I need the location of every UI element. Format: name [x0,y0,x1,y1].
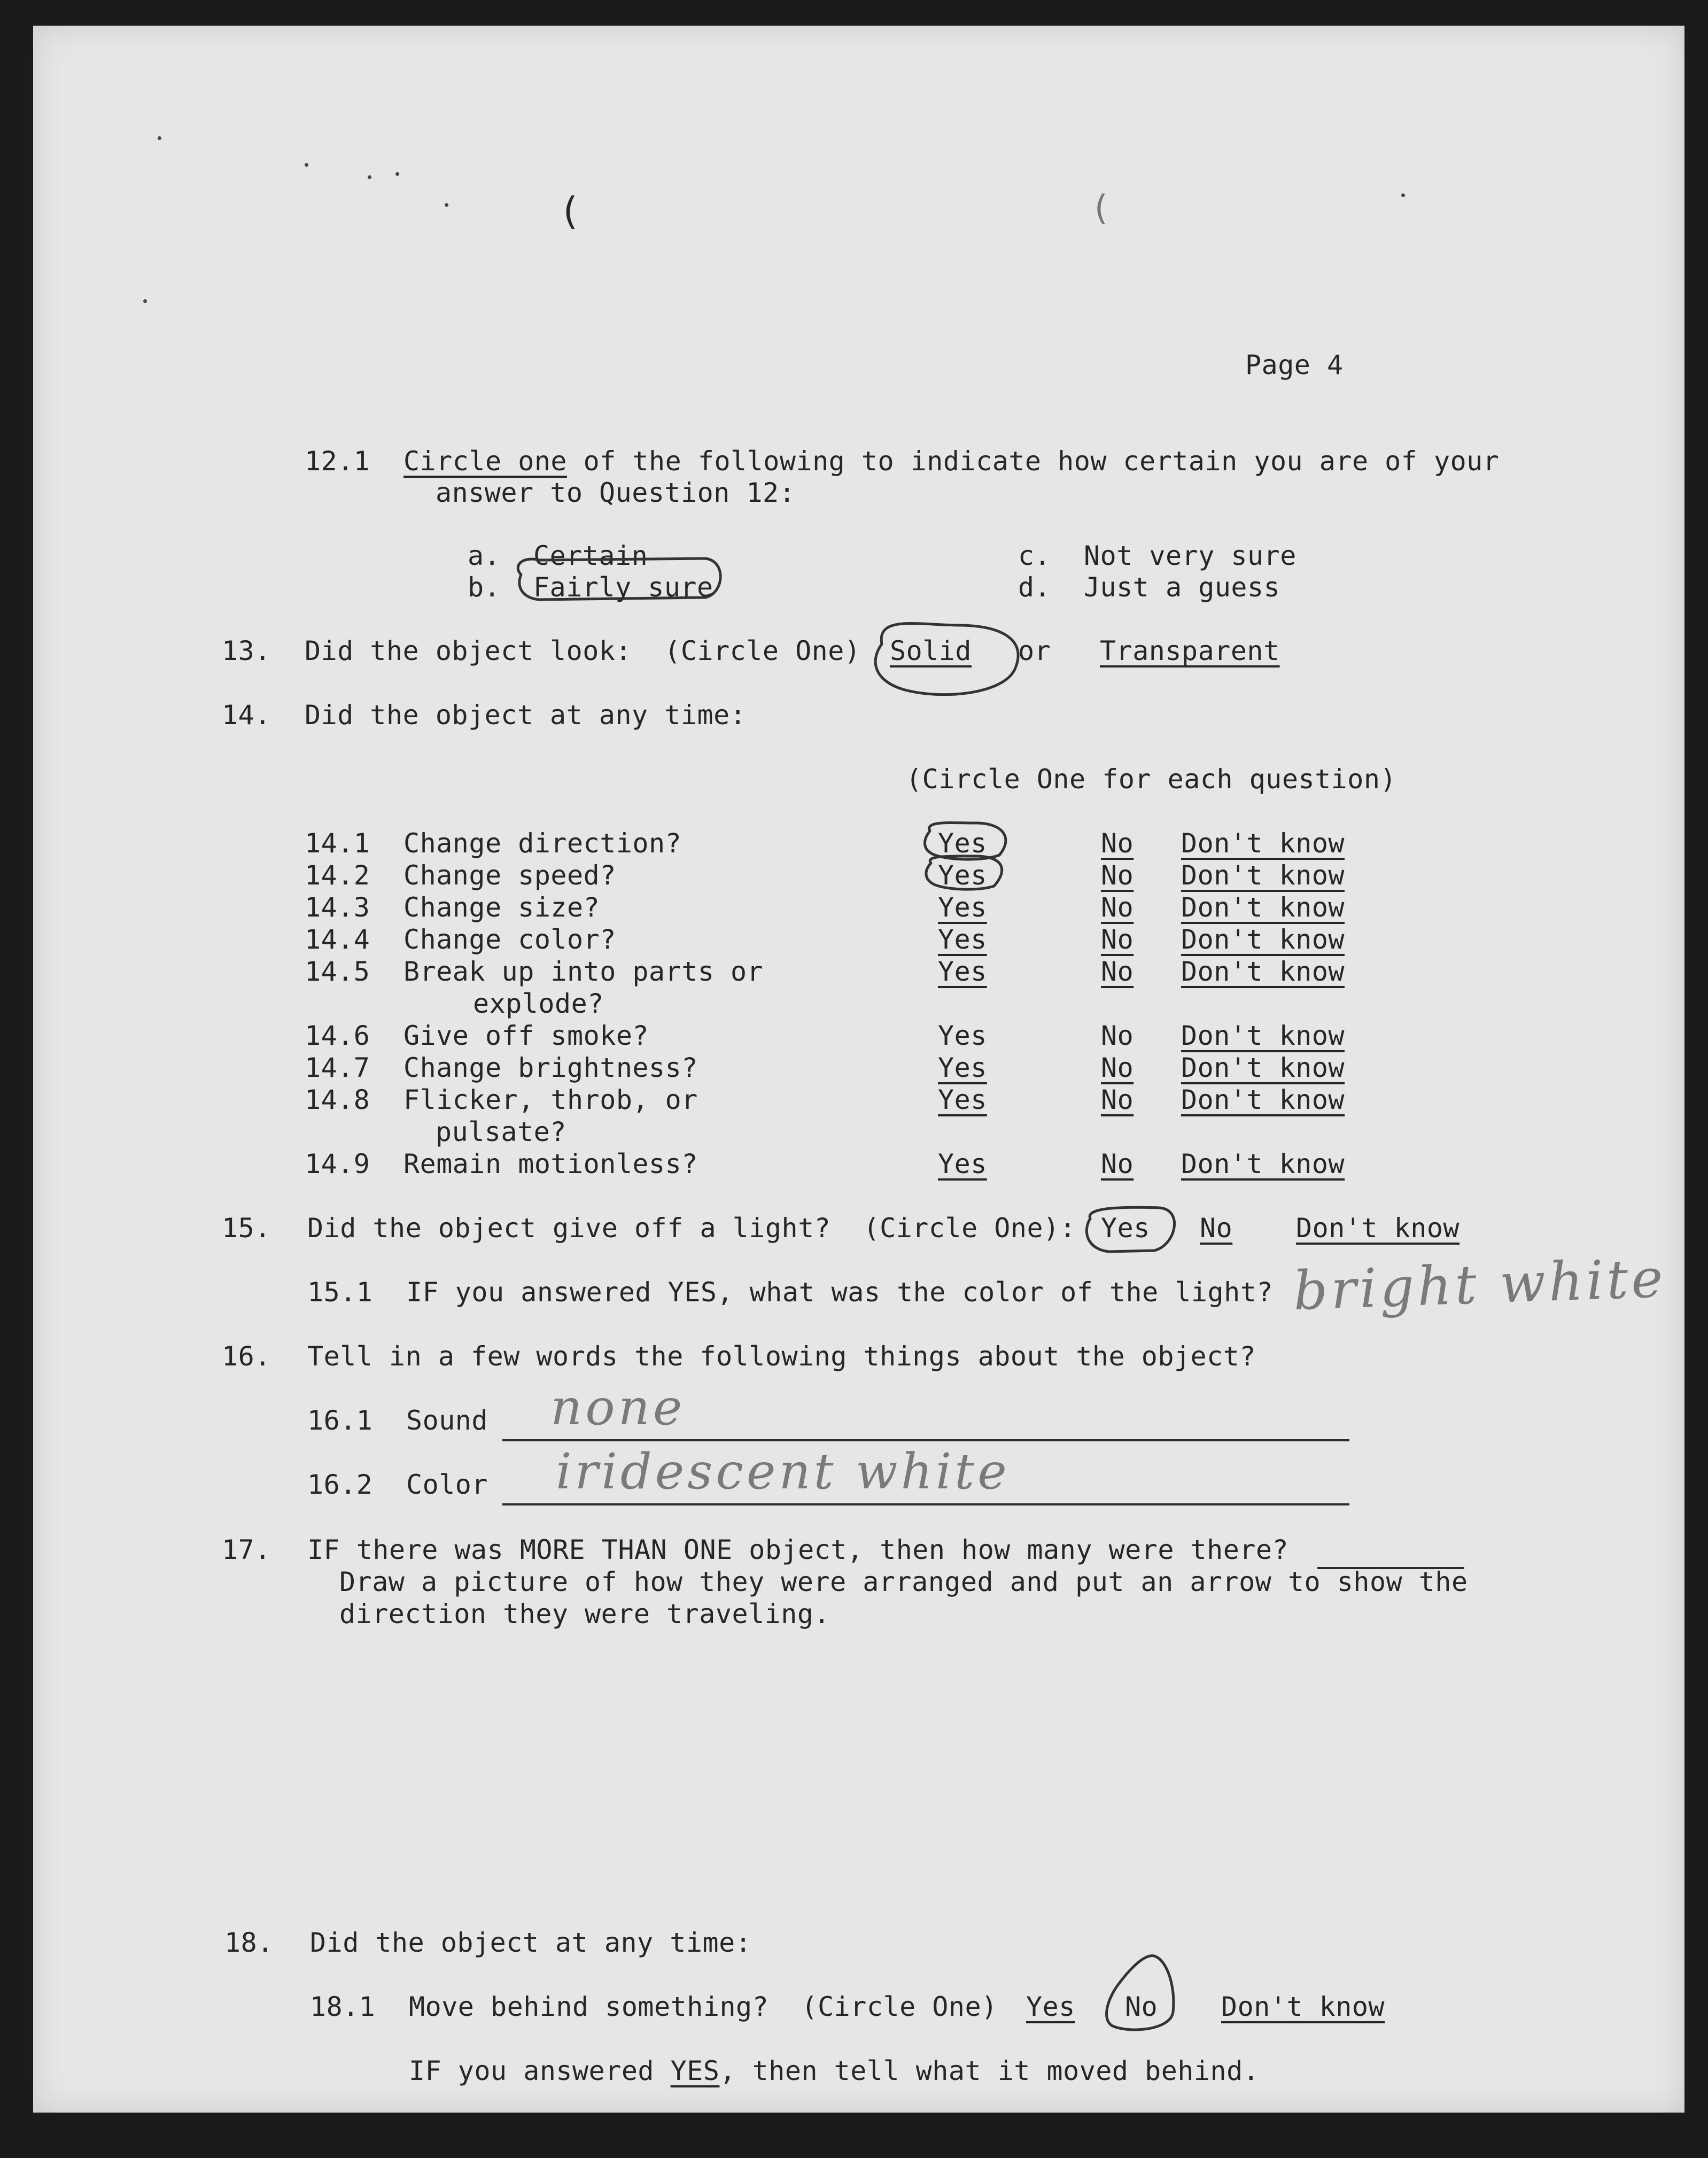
q14-9-label: Remain motionless? [403,1148,698,1179]
q13-number: 13. [222,635,271,666]
q14-4-label: Change color? [403,924,616,955]
q18-1-yes[interactable]: Yes [1026,1991,1075,2022]
q14-5-yes[interactable]: Yes [938,956,987,987]
q14-4-number: 14.4 [305,924,370,955]
page-number: Page 4 [1245,350,1344,381]
q17-line2: Draw a picture of how they were arranged and put an arrow to show the [339,1566,1468,1597]
q13-text: Did the object look: (Circle One) [305,635,861,666]
q18-number: 18. [224,1927,274,1958]
q12-1-option-d[interactable]: Just a guess [1084,572,1280,603]
q13-or: or [1018,635,1051,666]
q12-1-text-rest: of the following to indicate how certain you are of your [567,446,1500,477]
q12-1-number: 12.1 [305,446,370,477]
q14-1-yes[interactable]: Yes [938,828,987,859]
q14-2-yes[interactable]: Yes [938,860,987,891]
q13-option-solid[interactable]: Solid [890,635,972,666]
q15-text: Did the object give off a light? (Circle One): [307,1213,1076,1244]
q14-5-number: 14.5 [305,956,370,987]
q14-7-no[interactable]: No [1101,1052,1134,1083]
q14-4-no[interactable]: No [1101,924,1134,955]
q14-5-no[interactable]: No [1101,956,1134,987]
q18-followup-post: , then tell what it moved behind. [719,2055,1260,2086]
q14-8-no[interactable]: No [1101,1084,1134,1115]
q14-8-label: Flicker, throb, or [403,1084,698,1115]
circle-mark-14-1-yes [925,822,1005,859]
q14-9-no[interactable]: No [1101,1148,1134,1179]
q14-8-number: 14.8 [305,1084,370,1115]
q18-1-dont-know[interactable]: Don't know [1221,1991,1385,2022]
q14-1-no[interactable]: No [1101,828,1134,859]
margin-mark-right: ( [1090,189,1112,228]
q14-3-yes[interactable]: Yes [938,892,987,923]
q14-5-label-cont: explode? [473,988,604,1019]
q16-text: Tell in a few words the following things about the object? [307,1341,1256,1372]
q14-3-label: Change size? [403,892,600,923]
q14-2-number: 14.2 [305,860,370,891]
q14-2-no[interactable]: No [1101,860,1134,891]
q15-no[interactable]: No [1200,1213,1233,1244]
q13-option-transparent[interactable]: Transparent [1100,635,1280,666]
q14-1-number: 14.1 [305,828,370,859]
q16-1-number: 16.1 [307,1405,373,1436]
q16-2-label: Color [406,1469,488,1500]
margin-mark-left: ( [558,189,581,233]
q14-6-yes[interactable]: Yes [938,1020,987,1051]
q12-1-option-c[interactable]: Not very sure [1084,540,1296,571]
q18-1-no[interactable]: No [1125,1991,1158,2022]
q14-7-dont-know[interactable]: Don't know [1181,1052,1345,1083]
q14-number: 14. [222,700,271,731]
q14-8-label-cont: pulsate? [436,1116,566,1147]
q15-dont-know[interactable]: Don't know [1296,1213,1460,1244]
q14-6-number: 14.6 [305,1020,370,1051]
q14-8-dont-know[interactable]: Don't know [1181,1084,1345,1115]
circle-mark-18-1-no [1107,1956,1174,2030]
q14-5-dont-know[interactable]: Don't know [1181,956,1345,987]
circle-mark-solid [875,623,1018,694]
q14-1-label: Change direction? [403,828,682,859]
circle-one-emphasis: Circle one [403,446,568,477]
q15-number: 15. [222,1213,271,1244]
q16-2-number: 16.2 [307,1469,373,1500]
q14-3-number: 14.3 [305,892,370,923]
q14-6-dont-know[interactable]: Don't know [1181,1020,1345,1051]
q14-3-dont-know[interactable]: Don't know [1181,892,1345,923]
q14-7-yes[interactable]: Yes [938,1052,987,1083]
q15-1-number: 15.1 [307,1277,373,1308]
q14-instruction: (Circle One for each question) [906,764,1397,795]
q14-1-dont-know[interactable]: Don't know [1181,828,1345,859]
q14-4-dont-know[interactable]: Don't know [1181,924,1345,955]
q14-7-label: Change brightness? [403,1052,698,1083]
q18-text: Did the object at any time: [310,1927,752,1958]
circle-mark-fairly-sure [518,558,720,600]
q16-2-answer-handwritten[interactable]: iridescent white [556,1443,1010,1500]
q14-8-yes[interactable]: Yes [938,1084,987,1115]
q12-1-option-b[interactable]: Fairly sure [533,572,713,603]
q18-followup-yes: YES [670,2055,720,2086]
q17-line3: direction they were traveling. [339,1598,830,1629]
q12-1-option-b-letter: b. [468,572,501,603]
circle-mark-15-yes [1086,1207,1174,1252]
q14-5-label: Break up into parts or [403,956,764,987]
q12-1-option-d-letter: d. [1018,572,1051,603]
q14-4-yes[interactable]: Yes [938,924,987,955]
q18-followup-pre: IF you answered [409,2055,671,2086]
q14-7-number: 14.7 [305,1052,370,1083]
q14-2-label: Change speed? [403,860,616,891]
q15-1-text: IF you answered YES, what was the color of the light? [406,1277,1273,1308]
q14-2-dont-know[interactable]: Don't know [1181,860,1345,891]
q14-3-no[interactable]: No [1101,892,1134,923]
q15-1-answer-handwritten[interactable]: bright white [1292,1246,1667,1323]
q17-line1: IF there was MORE THAN ONE object, then how many were there? [307,1534,1289,1565]
q12-1-text-line2: answer to Question 12: [436,477,796,508]
q16-1-answer-handwritten[interactable]: none [550,1379,686,1436]
q14-9-yes[interactable]: Yes [938,1148,987,1179]
q16-number: 16. [222,1341,271,1372]
q12-1-option-a-letter: a. [468,540,501,571]
q14-9-number: 14.9 [305,1148,370,1179]
q12-1-option-a[interactable]: Certain [533,540,648,571]
q17-number: 17. [222,1534,271,1565]
q18-1-text: Move behind something? (Circle One) [409,1991,998,2022]
q12-1-option-c-letter: c. [1018,540,1051,571]
q14-6-no[interactable]: No [1101,1020,1134,1051]
q14-9-dont-know[interactable]: Don't know [1181,1148,1345,1179]
q18-1-number: 18.1 [310,1991,376,2022]
q14-text: Did the object at any time: [305,700,747,731]
q14-6-label: Give off smoke? [403,1020,649,1051]
q15-yes[interactable]: Yes [1101,1213,1150,1244]
q16-1-label: Sound [406,1405,488,1436]
circle-mark-14-2-yes [926,856,1002,889]
